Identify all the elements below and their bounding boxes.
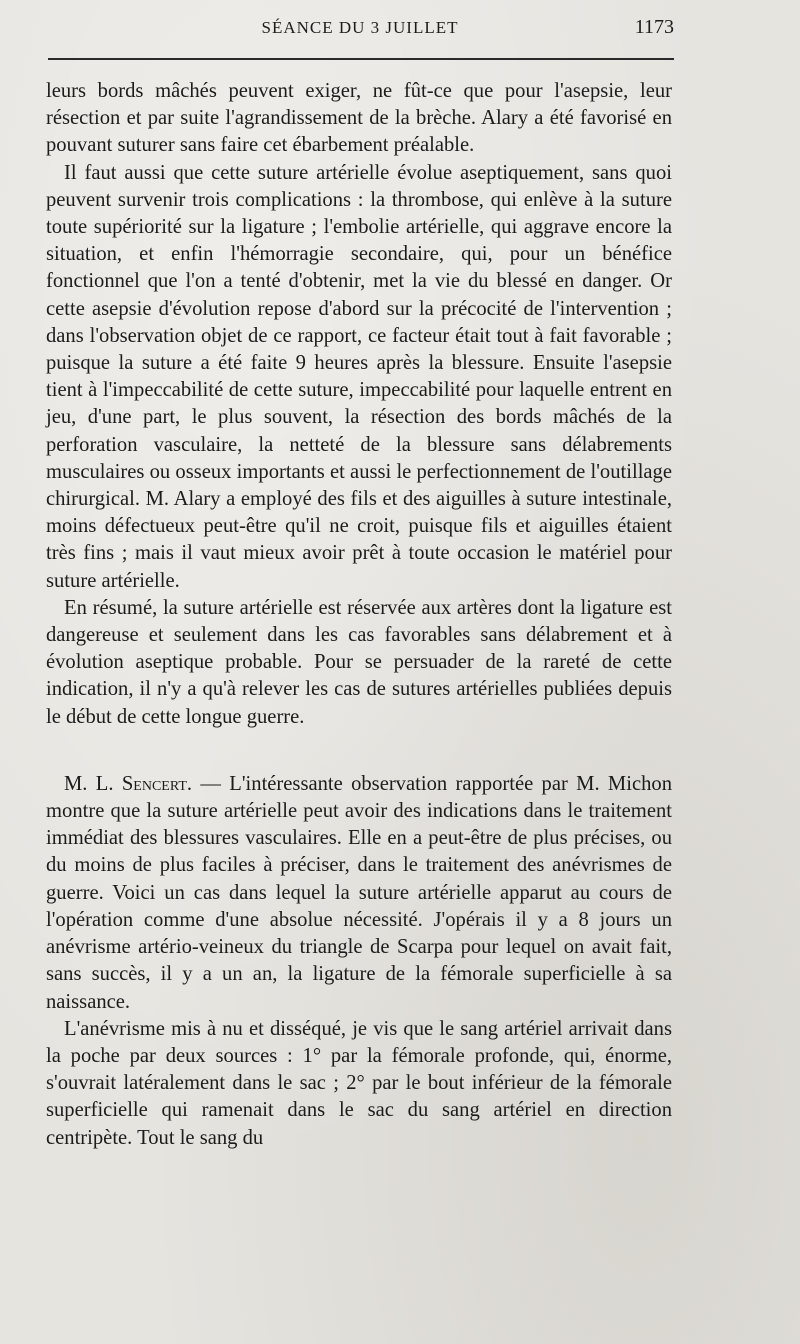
running-header — [46, 16, 674, 44]
speaker-prefix: M. L. — [64, 772, 122, 795]
running-title: SÉANCE DU 3 JUILLET — [261, 18, 459, 37]
section-gap — [46, 731, 672, 771]
intervention-text: . — L'intéressante observation rapportée par M. Michon montre que la suture artérielle peut avoir des indications dans le traitement immédiat des blessures vasculaires. Elle en a peut-être de plus précises, ou du moins de plus faciles à préciser, dans le traitement des anévrismes de guerre. Voici un cas dans lequel la suture artérielle apparut au cours de l'opération comme d'une absolue nécessité. J'opérais il y a 8 jours un anévrisme artério-veineux du triangle de Scarpa pour lequel on avait fait, sans succès, il y a un an, la ligature de la fémorale superficielle à sa naissance. — [46, 772, 672, 1013]
header-rule — [48, 58, 674, 60]
page-number: 1173 — [634, 16, 674, 38]
paragraph-aneurysm: L'anévrisme mis à nu et disséqué, je vis que le sang artériel arrivait dans la poche par deux sources : 1° par la fémorale profonde, qui, énorme, s'ouvrait latéralement dans le sac ; 2° par le bout inférieur de la fémorale superficielle qui ramenait dans le sac du sang artériel en direction centripète. Tout le sang du — [46, 1017, 672, 1149]
paragraph-continuation: leurs bords mâchés peuvent exiger, ne fût-ce que pour l'asepsie, leur résection et par suite l'agrandissement de la brèche. Alary a été favorisé en pouvant suturer sans faire cet ébarbement préalable. — [46, 80, 672, 157]
paragraph-summary: En résumé, la suture artérielle est réservée aux artères dont la ligature est dangereuse et seulement dans les cas favorables sans délabrement et à évolution aseptique probable. Pour se persuader de la rareté de cette indication, il n'y a qu'à relever les cas de sutures artérielles publiées depuis le début de cette longue guerre. — [46, 596, 672, 728]
speaker-name: Sencert — [121, 772, 187, 795]
paragraph-asepsis: Il faut aussi que cette suture artérielle évolue aseptiquement, sans quoi peuvent survenir trois complications : la thrombose, qui enlève à la suture toute supériorité sur la ligature ; l'embolie artérielle, qui aggrave encore la situation, et enfin l'hémorragie secondaire, qui, pour un bénéfice fonctionnel que l'on a tenté d'obtenir, met la vie du blessé en danger. Or cette asepsie d'évolution repose d'abord sur la précocité de l'intervention ; dans l'observation objet de ce rapport, ce facteur était tout à fait favorable ; puisque la suture a été faite 9 heures après la blessure. Ensuite l'asepsie tient à l'impeccabilité de cette suture, impeccabilité pour laquelle entrent en jeu, d'une part, le plus souvent, la résection des bords mâchés de la perforation vasculaire, la netteté de la blessure sans délabrements musculaires ou osseux importants et aussi le perfectionnement de l'outillage chirurgical. M. Alary a employé des fils et des aiguilles à suture intestinale, moins défectueux peut-être qu'il ne croit, puisque fils et aiguilles étaient très fins ; mais il vaut mieux avoir prêt à toute occasion le matériel pour suture artérielle. — [46, 161, 672, 592]
paragraph-sencert-intervention — [46, 771, 672, 1016]
body-text — [46, 78, 672, 1152]
